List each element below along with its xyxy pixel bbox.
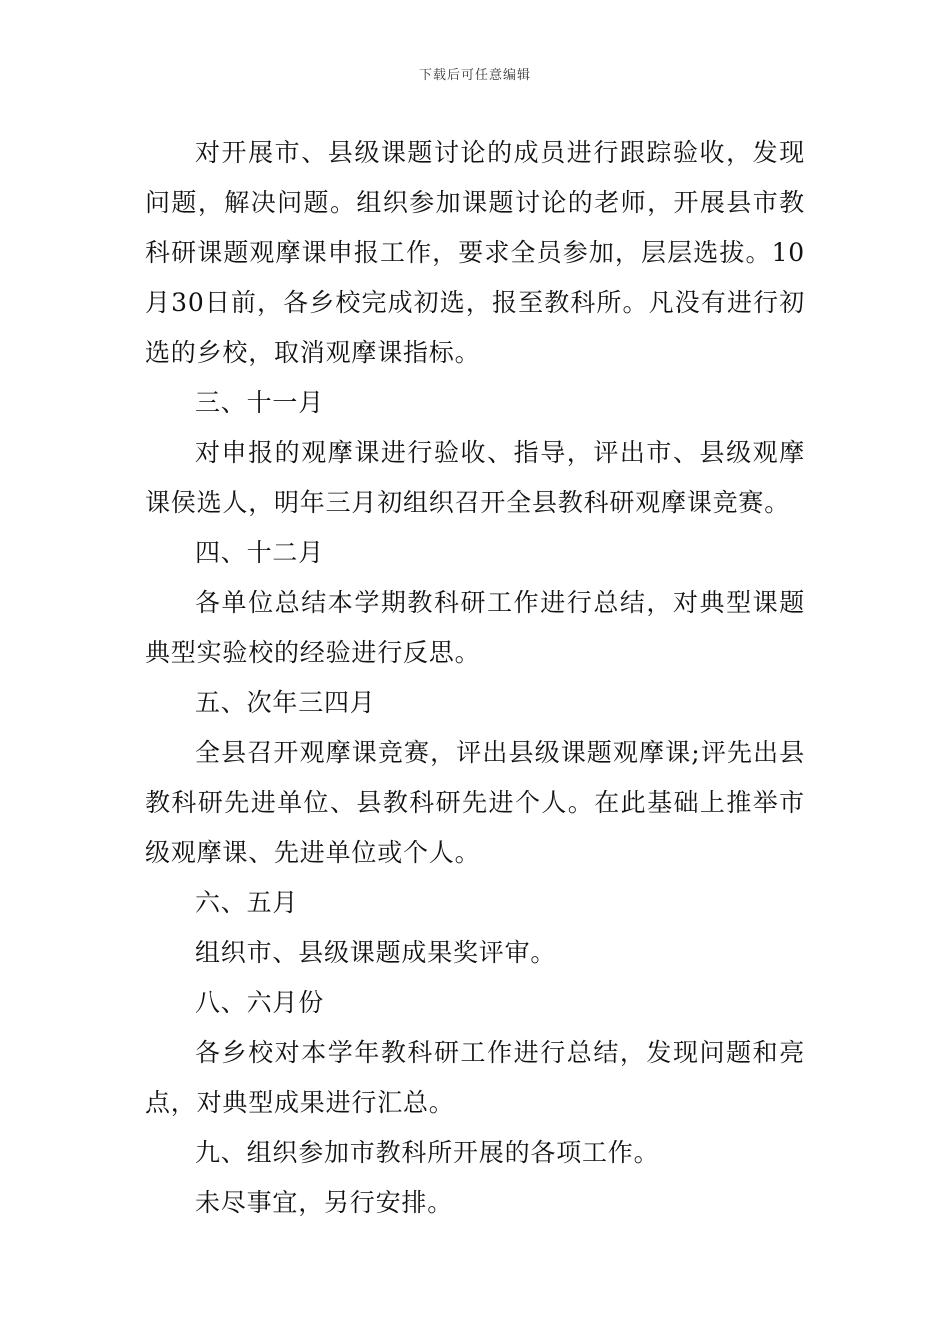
paragraph-november: 对申报的观摩课进行验收、指导，评出市、县级观摩课侯选人，明年三月初组织召开全县教科研观摩课竞赛。 xyxy=(145,438,805,517)
paragraph-march-april: 全县召开观摩课竞赛，评出县级课题观摩课;评先出县教科研先进单位、县教科研先进个人。在此基础上推举市级观摩课、先进单位或个人。 xyxy=(145,738,805,867)
heading-march-april: 五、次年三四月 xyxy=(195,688,376,717)
page-header: 下载后可任意编辑 xyxy=(418,68,531,83)
heading-december: 四、十二月 xyxy=(195,538,325,567)
paragraph-city-work: 九、组织参加市教科所开展的各项工作。 xyxy=(195,1138,660,1167)
heading-june: 八、六月份 xyxy=(195,988,325,1017)
paragraph-december: 各单位总结本学期教科研工作进行总结，对典型课题典型实验校的经验进行反思。 xyxy=(145,588,805,667)
heading-may: 六、五月 xyxy=(195,888,299,917)
paragraph-june: 各乡校对本学年教科研工作进行总结，发现问题和亮点，对典型成果进行汇总。 xyxy=(145,1038,805,1117)
paragraph-closing: 未尽事宜，另行安排。 xyxy=(195,1188,454,1217)
document-body xyxy=(145,128,805,1228)
heading-november: 三、十一月 xyxy=(195,388,325,417)
paragraph-tracking-acceptance: 对开展市、县级课题讨论的成员进行跟踪验收，发现问题，解决问题。组织参加课题讨论的老师，开展县市教科研课题观摩课申报工作，要求全员参加，层层选拔。10月30日前，各乡校完成初选，报至教科所。凡没有进行初选的乡校，取消观摩课指标。 xyxy=(145,138,805,367)
paragraph-may: 组织市、县级课题成果奖评审。 xyxy=(195,938,557,967)
